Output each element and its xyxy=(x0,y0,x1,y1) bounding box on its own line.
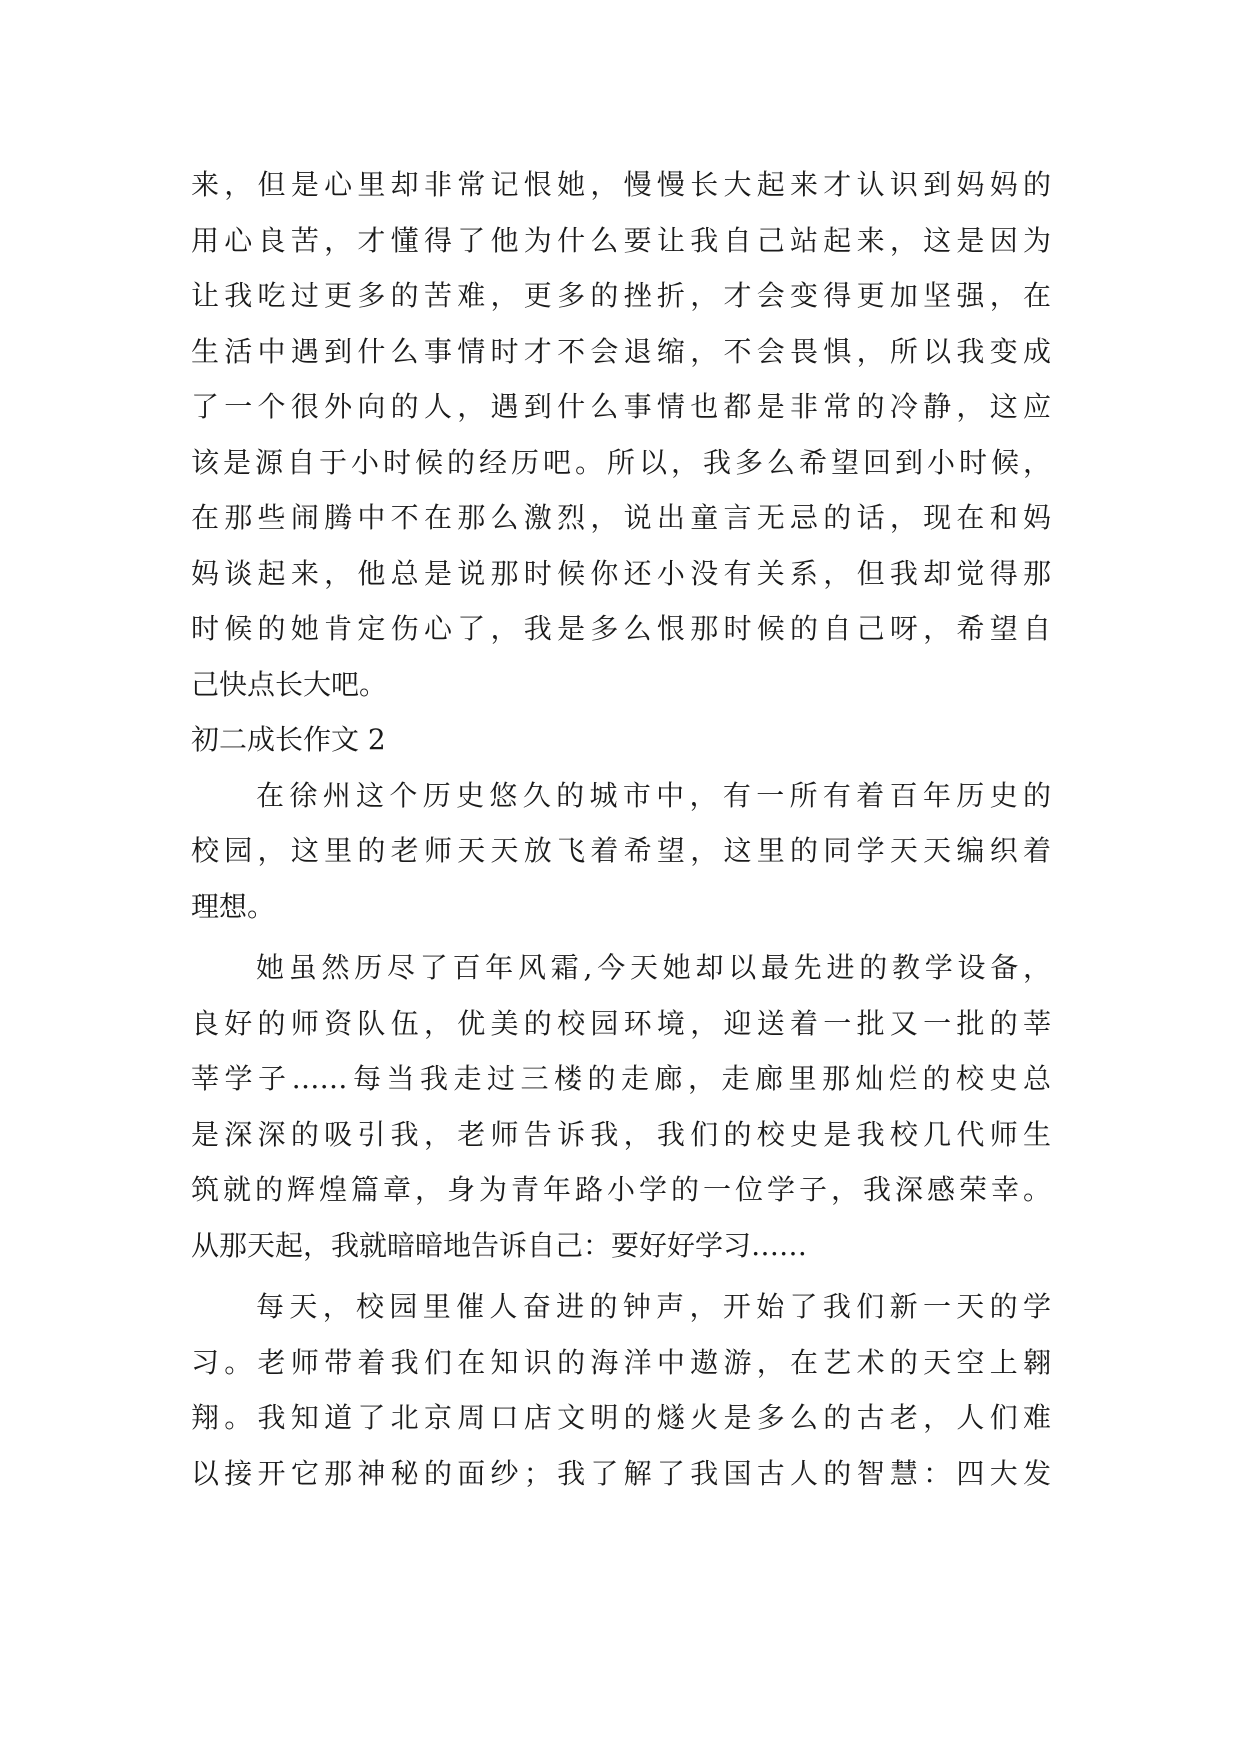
text-line: 来，但是心里却非常记恨她，慢慢长大起来才认识到妈妈的 xyxy=(191,168,1051,201)
text-line: 让我吃过更多的苦难，更多的挫折，才会变得更加坚强，在 xyxy=(191,279,1051,312)
text-line: 以接开它那神秘的面纱；我了解了我国古人的智慧：四大发 xyxy=(191,1456,1051,1490)
text-line: 在徐州这个历史悠久的城市中，有一所有着百年历史的 xyxy=(256,778,1051,812)
text-line: 习。老师带着我们在知识的海洋中遨游，在艺术的天空上翱 xyxy=(191,1345,1051,1379)
text-line: 她虽然历尽了百年风霜,今天她却以最先进的教学设备， xyxy=(256,951,1051,984)
text-line: 该是源自于小时候的经历吧。所以，我多么希望回到小时候， xyxy=(191,445,1051,479)
text-line: 良好的师资队伍，优美的校园环境，迎送着一批又一批的莘 xyxy=(191,1006,1051,1040)
text-line: 从那天起，我就暗暗地告诉自己：要好好学习…… xyxy=(191,1228,808,1262)
continued-paragraph xyxy=(191,157,1051,712)
text-line: 时候的她肯定伤心了，我是多么恨那时候的自己呀，希望自 xyxy=(191,612,1051,645)
document-body xyxy=(191,157,1051,1501)
text-line: 己快点长大吧。 xyxy=(191,667,388,701)
paragraph-2 xyxy=(191,940,1051,1273)
paragraph-3 xyxy=(191,1279,1051,1501)
text-line: 校园，这里的老师天天放飞着希望，这里的同学天天编织着 xyxy=(191,834,1051,867)
paragraph-1 xyxy=(191,768,1051,935)
text-line: 理想。 xyxy=(191,889,276,923)
text-line: 了一个很外向的人，遇到什么事情也都是非常的冷静，这应 xyxy=(191,390,1051,423)
text-line: 筑就的辉煌篇章，身为青年路小学的一位学子，我深感荣幸。 xyxy=(191,1173,1051,1206)
text-line: 莘学子……每当我走过三楼的走廊，走廊里那灿烂的校史总 xyxy=(191,1062,1051,1095)
text-line: 用心良苦，才懂得了他为什么要让我自己站起来，这是因为 xyxy=(191,223,1051,257)
text-line: 妈谈起来，他总是说那时候你还小没有关系，但我却觉得那 xyxy=(191,556,1051,590)
text-line: 翔。我知道了北京周口店文明的燧火是多么的古老，人们难 xyxy=(191,1401,1051,1434)
text-line: 每天，校园里催人奋进的钟声，开始了我们新一天的学 xyxy=(256,1290,1051,1323)
text-line: 是深深的吸引我，老师告诉我，我们的校史是我校几代师生 xyxy=(191,1117,1051,1151)
text-line: 生活中遇到什么事情时才不会退缩，不会畏惧，所以我变成 xyxy=(191,334,1051,368)
essay-title: 初二成长作文 2 xyxy=(191,723,386,756)
text-line: 在那些闹腾中不在那么激烈，说出童言无忌的话，现在和妈 xyxy=(191,501,1051,534)
